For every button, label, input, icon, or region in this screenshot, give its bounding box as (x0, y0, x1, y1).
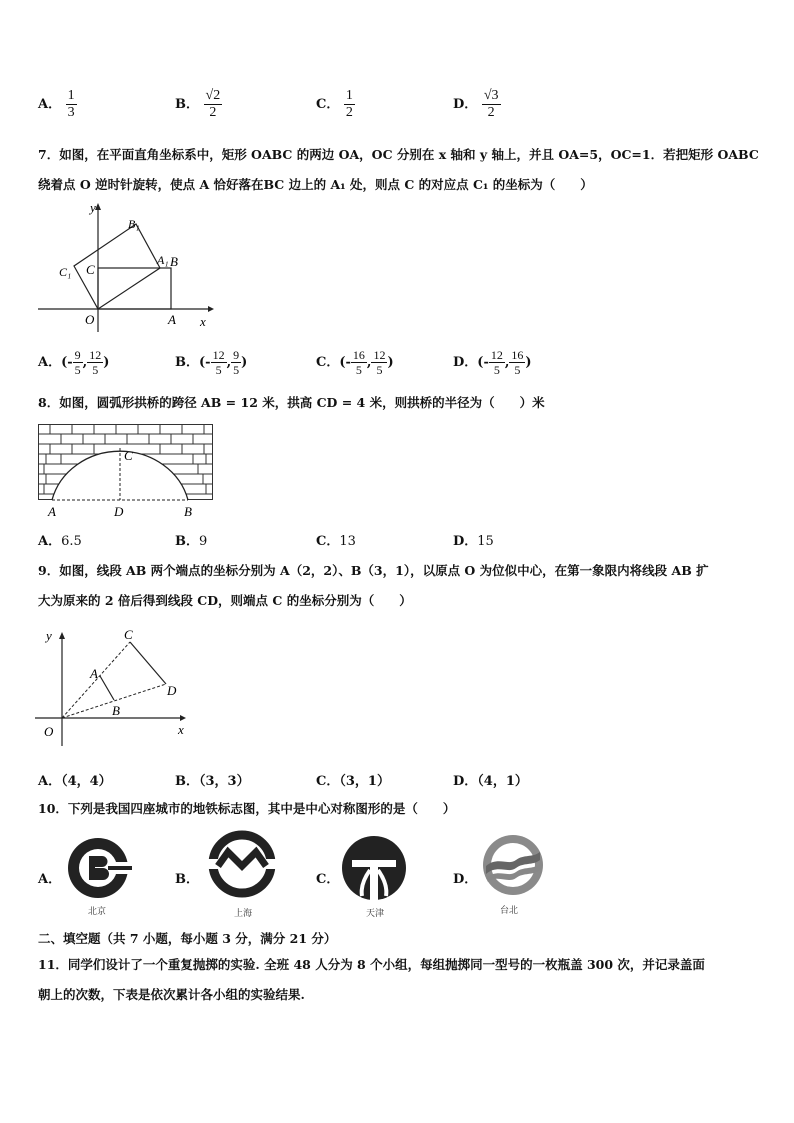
label-c1: C₁ (59, 265, 72, 279)
option-text: （4，4） (61, 774, 112, 789)
option-letter: D． (453, 774, 478, 789)
label-a: A (168, 312, 176, 327)
numerator: 1 (67, 88, 75, 103)
denominator: 5 (215, 363, 222, 377)
denominator: 5 (355, 363, 362, 377)
denominator: 5 (233, 363, 240, 377)
sign: - (483, 355, 489, 370)
q9-option-c (316, 770, 390, 789)
q7-option-b: B．(- $\frac{12}{5}$ , $\frac{9}{5}$ ) (175, 348, 248, 377)
sign: - (67, 355, 73, 370)
q7-stem-line1: 7．如图，在平面直角坐标系中，矩形 OABC 的两边 OA，OC 分别在 x 轴和 y 轴上，并且 OA=5，OC=1．若把矩形 OABC (38, 147, 759, 162)
q9-option-a (38, 770, 112, 789)
q8-stem: 8．如图，圆弧形拱桥的跨径 AB = 12 米，拱高 CD = 4 米，则拱桥的半径为（ ）米 (38, 395, 545, 410)
label-a1: A₁ (157, 253, 169, 267)
label-y: y (46, 628, 52, 643)
option-letter: C． (316, 355, 340, 370)
taipei-metro-logo-icon (480, 832, 546, 898)
q7-stem-line2: 绕着点 O 逆时针旋转，使点 A 恰好落在BC 边上的 A₁ 处，则点 C 的对应点 C₁ 的坐标为（ ） (38, 177, 593, 192)
option-letter: A． (38, 774, 62, 789)
option-text: 15 (477, 534, 494, 549)
q6-option-b (175, 88, 222, 121)
segment-cd (130, 642, 166, 684)
q8-option-b (175, 530, 207, 549)
label-o: O (85, 312, 95, 327)
shanghai-metro-logo-icon (208, 830, 276, 898)
option-letter: C． (316, 774, 340, 789)
option-letter: C． (316, 97, 340, 112)
y-axis-arrow (95, 203, 101, 210)
option-text: （3，1） (339, 774, 390, 789)
numerator: 1 (345, 88, 353, 103)
beijing-metro-logo-icon (64, 834, 132, 902)
denominator: 5 (493, 363, 500, 377)
denominator: 5 (74, 363, 81, 377)
numerator: 16 (511, 348, 524, 362)
q6-option-a (38, 88, 77, 121)
option-letter: D． (453, 97, 478, 112)
q6-option-d (453, 88, 501, 121)
option-letter: A． (38, 534, 62, 549)
tianjin-metro-logo-icon (340, 834, 408, 902)
denominator: 2 (487, 105, 495, 120)
denominator: 5 (376, 363, 383, 377)
fraction (351, 348, 367, 377)
label-b: B (184, 504, 192, 519)
label-b: B (112, 703, 120, 718)
q10-stem: 10．下列是我国四座城市的地铁标志图，其中是中心对称图形的是（ ） (38, 801, 456, 816)
caption-tianjin: 天津 (366, 909, 385, 919)
numerator: √2 (205, 88, 221, 103)
option-letter: B． (175, 97, 199, 112)
option-text: 13 (339, 534, 356, 549)
x-axis-arrow (180, 715, 186, 721)
numerator: √3 (483, 88, 499, 103)
denominator: 2 (209, 105, 217, 120)
q10-option-c-letter: C． (316, 872, 340, 887)
label-a: A (48, 504, 56, 519)
numerator: 12 (490, 348, 503, 362)
numerator: 9 (74, 348, 81, 362)
q7-option-c: C．(- $\frac{16}{5}$ , $\frac{12}{5}$ ) (316, 348, 394, 377)
option-letter: B． (175, 774, 199, 789)
fraction (211, 348, 227, 377)
q9-figure (30, 624, 200, 748)
caption-shanghai: 上海 (234, 909, 253, 919)
fraction (73, 348, 83, 377)
q8-bridge-figure (38, 424, 218, 520)
option-text: （4，1） (477, 774, 528, 789)
fraction (231, 348, 241, 377)
q9-stem-line2: 大为原来的 2 倍后得到线段 CD，则端点 C 的坐标分别为（ ） (38, 593, 412, 608)
section-heading: 二、填空题（共 7 小题，每小题 3 分，满分 21 分） (38, 931, 337, 946)
numerator: 9 (233, 348, 240, 362)
fraction (371, 348, 387, 377)
label-y: y (90, 200, 96, 215)
q9-stem-line1: 9．如图，线段 AB 两个端点的坐标分别为 A（2，2）、B（3，1），以原点 O 为位似中心，在第一象限内将线段 AB 扩 (38, 563, 709, 578)
fraction (509, 348, 525, 377)
label-c: C (124, 448, 133, 463)
label-d: D (167, 683, 177, 698)
fraction (87, 348, 103, 377)
y-axis-arrow (59, 632, 65, 639)
option-letter: A． (38, 97, 62, 112)
label-b: B (170, 254, 178, 269)
q7-option-a: A．(- $\frac{9}{5}$ , $\frac{12}{5}$ ) (38, 348, 110, 377)
denominator: 3 (67, 105, 75, 120)
option-letter: B． (175, 355, 199, 370)
option-letter: A． (38, 355, 62, 370)
numerator: 12 (89, 348, 102, 362)
q10-option-d-letter: D． (453, 872, 478, 887)
q7-figure (30, 198, 220, 336)
numerator: 12 (212, 348, 225, 362)
option-letter: C． (316, 534, 340, 549)
q11-stem-line1: 11．同学们设计了一个重复抛掷的实验. 全班 48 人分为 8 个小组，每组抛掷同一型号的一枚瓶盖 300 次，并记录盖面 (38, 957, 705, 972)
q10-option-b-letter: B． (175, 872, 199, 887)
fraction (489, 348, 505, 377)
label-c: C (86, 262, 95, 277)
label-a: A (90, 666, 98, 681)
option-letter: B． (175, 534, 199, 549)
q8-option-c (316, 530, 356, 549)
fraction (66, 88, 77, 121)
q9-option-d (453, 770, 528, 789)
q8-option-a (38, 530, 82, 549)
fraction (204, 88, 223, 121)
numerator: 12 (373, 348, 386, 362)
sign: - (345, 355, 351, 370)
label-x: x (178, 722, 184, 737)
denominator: 5 (514, 363, 521, 377)
fraction (482, 88, 501, 121)
fraction (344, 88, 355, 121)
label-o: O (44, 724, 54, 739)
denominator: 2 (345, 105, 353, 120)
label-b1: B₁ (128, 217, 140, 231)
numerator: 16 (352, 348, 365, 362)
segment-ab (100, 676, 114, 700)
caption-taipei: 台北 (500, 906, 519, 916)
q9-option-b (175, 770, 250, 789)
option-text: 9 (199, 534, 208, 549)
q7-option-d: D．(- $\frac{12}{5}$ , $\frac{16}{5}$ ) (453, 348, 532, 377)
x-axis-arrow (208, 306, 214, 312)
q10-option-a-letter: A． (38, 872, 62, 887)
q11-stem-line2: 朝上的次数，下表是依次累计各小组的实验结果. (38, 987, 305, 1002)
option-letter: D． (453, 355, 478, 370)
label-d: D (114, 504, 124, 519)
label-c: C (124, 627, 133, 642)
label-x: x (200, 314, 206, 329)
sign: - (205, 355, 211, 370)
q6-option-c (316, 88, 355, 121)
denominator: 5 (92, 363, 99, 377)
option-text: 6.5 (61, 534, 82, 549)
caption-beijing: 北京 (88, 907, 107, 917)
option-text: （3，3） (199, 774, 250, 789)
rectangle-oabc (98, 268, 171, 309)
option-letter: D． (453, 534, 478, 549)
q8-option-d (453, 530, 494, 549)
